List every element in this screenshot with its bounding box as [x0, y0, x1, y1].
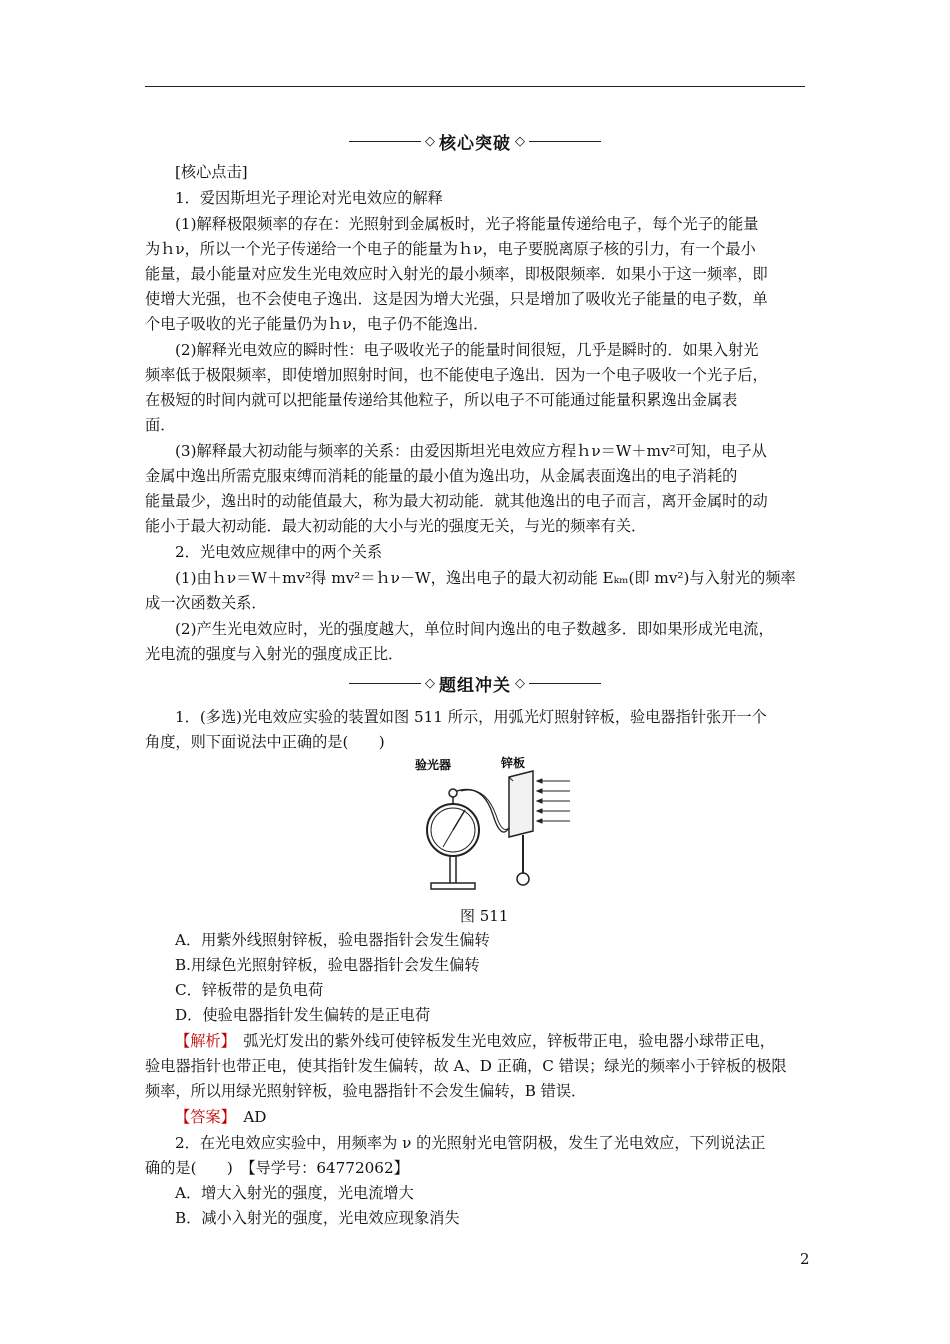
section-tag: [核心点击] [175, 163, 248, 181]
paragraph-line: 能量，最小能量对应发生光电效应时入射光的最小频率，即极限频率．如果小于这一频率，即 [145, 265, 768, 283]
figure-caption: 图 511 [460, 907, 509, 925]
analysis-text: 频率，所以用绿光照射锌板，验电器指针不会发生偏转，B 错误． [145, 1082, 587, 1100]
paragraph-line: (3)解释最大初动能与频率的关系：由爱因斯坦光电效应方程ｈν＝W＋mv²可知，电子从 [175, 442, 767, 460]
diamond-icon: ◇ [425, 133, 435, 149]
paragraph-line: 金属中逸出所需克服束缚而消耗的能量的最小值为逸出功，从金属表面逸出的电子消耗的 [145, 467, 738, 485]
option-a: A．增大入射光的强度，光电流增大 [175, 1184, 414, 1202]
option-a: A．用紫外线照射锌板，验电器指针会发生偏转 [175, 931, 490, 949]
paragraph-line: (1)解释极限频率的存在：光照射到金属板时，光子将能量传递给电子，每个光子的能量 [175, 215, 759, 233]
question-stem: 确的是( ) 【导学号：64772062】 [145, 1159, 409, 1177]
paragraph-line: 频率低于极限频率，即使增加照射时间，也不能使电子逸出．因为一个电子吸收一个光子后， [145, 366, 768, 384]
paragraph-line: 能量最少，逸出时的动能值最大，称为最大初动能．就其他逸出的电子而言，离开金属时的动 [145, 492, 768, 510]
paragraph-line: 成一次函数关系． [145, 594, 267, 612]
paragraph-line: 能小于最大初动能．最大初动能的大小与光的强度无关，与光的频率有关． [145, 517, 647, 535]
banner-title: 核心突破 [439, 133, 511, 154]
section-banner-practice [145, 670, 805, 696]
analysis-text: 验电器指针也带正电，使其指针发生偏转，故 A、D 正确，C 错误；绿光的频率小于锌板的极限 [145, 1057, 787, 1075]
page-number: 2 [800, 1250, 810, 1268]
analysis-first-line [175, 1032, 775, 1050]
option-c: C．锌板带的是负电荷 [175, 981, 324, 999]
paragraph-line: 1．爱因斯坦光子理论对光电效应的解释 [175, 189, 443, 207]
option-b: B.用绿色光照射锌板，验电器指针会发生偏转 [175, 956, 480, 974]
banner-title: 题组冲关 [439, 675, 511, 696]
answer-line [175, 1108, 267, 1126]
paragraph-line: 光电流的强度与入射光的强度成正比． [145, 645, 404, 663]
electroscope-figure [405, 755, 585, 895]
question-stem: 1．(多选)光电效应实验的装置如图 511 所示，用弧光灯照射锌板，验电器指针张开一个 [175, 708, 767, 726]
banner-line-left [349, 683, 421, 684]
diamond-icon: ◇ [515, 133, 525, 149]
diamond-icon: ◇ [425, 675, 435, 691]
fig-label-electroscope: 验光器 [415, 758, 452, 772]
fig-label-zinc-plate: 锌板 [501, 756, 526, 770]
question-stem: 2．在光电效应实验中，用频率为 ν 的光照射光电管阴极，发生了光电效应，下列说法正 [175, 1134, 766, 1152]
option-d: D．使验电器指针发生偏转的是正电荷 [175, 1006, 431, 1024]
paragraph-line: 使增大光强，也不会使电子逸出．这是因为增大光强，只是增加了吸收光子能量的电子数，单 [145, 290, 768, 308]
paragraph-line: 个电子吸收的光子能量仍为ｈν，电子仍不能逸出． [145, 315, 489, 333]
banner-line-right [529, 141, 601, 142]
paragraph-line: 面． [145, 416, 176, 434]
answer-text: AD [228, 1108, 267, 1126]
question-stem: 角度，则下面说法中正确的是( ) [145, 733, 385, 751]
header-rule [145, 86, 805, 87]
section-banner-core [145, 128, 805, 154]
paragraph-line: 在极短的时间内就可以把能量传递给其他粒子，所以电子不可能通过能量积累逸出金属表 [145, 391, 738, 409]
paragraph-line: (2)解释光电效应的瞬时性：电子吸收光子的能量时间很短，几乎是瞬时的．如果入射光 [175, 341, 759, 359]
diamond-icon: ◇ [515, 675, 525, 691]
answer-label: 【答案】 [175, 1108, 229, 1126]
paragraph-line: (1)由ｈν＝W＋mv²得 mv²＝ｈν－W，逸出电子的最大初动能 Eₖₘ(即 mv²)与入射光的频率 [175, 569, 796, 587]
paragraph-line: 2．光电效应规律中的两个关系 [175, 543, 383, 561]
banner-line-right [529, 683, 601, 684]
paragraph-line: 为ｈν，所以一个光子传递给一个电子的能量为ｈν，电子要脱离原子核的引力，有一个最小 [145, 240, 756, 258]
analysis-label: 【解析】 [175, 1032, 229, 1050]
option-b: B．减小入射光的强度，光电效应现象消失 [175, 1209, 460, 1227]
banner-line-left [349, 141, 421, 142]
light-arrows [537, 779, 570, 823]
analysis-text: 弧光灯发出的紫外线可使锌板发生光电效应，锌板带正电，验电器小球带正电， [228, 1032, 775, 1050]
paragraph-line: (2)产生光电效应时，光的强度越大，单位时间内逸出的电子数越多．即如果形成光电流， [175, 620, 774, 638]
